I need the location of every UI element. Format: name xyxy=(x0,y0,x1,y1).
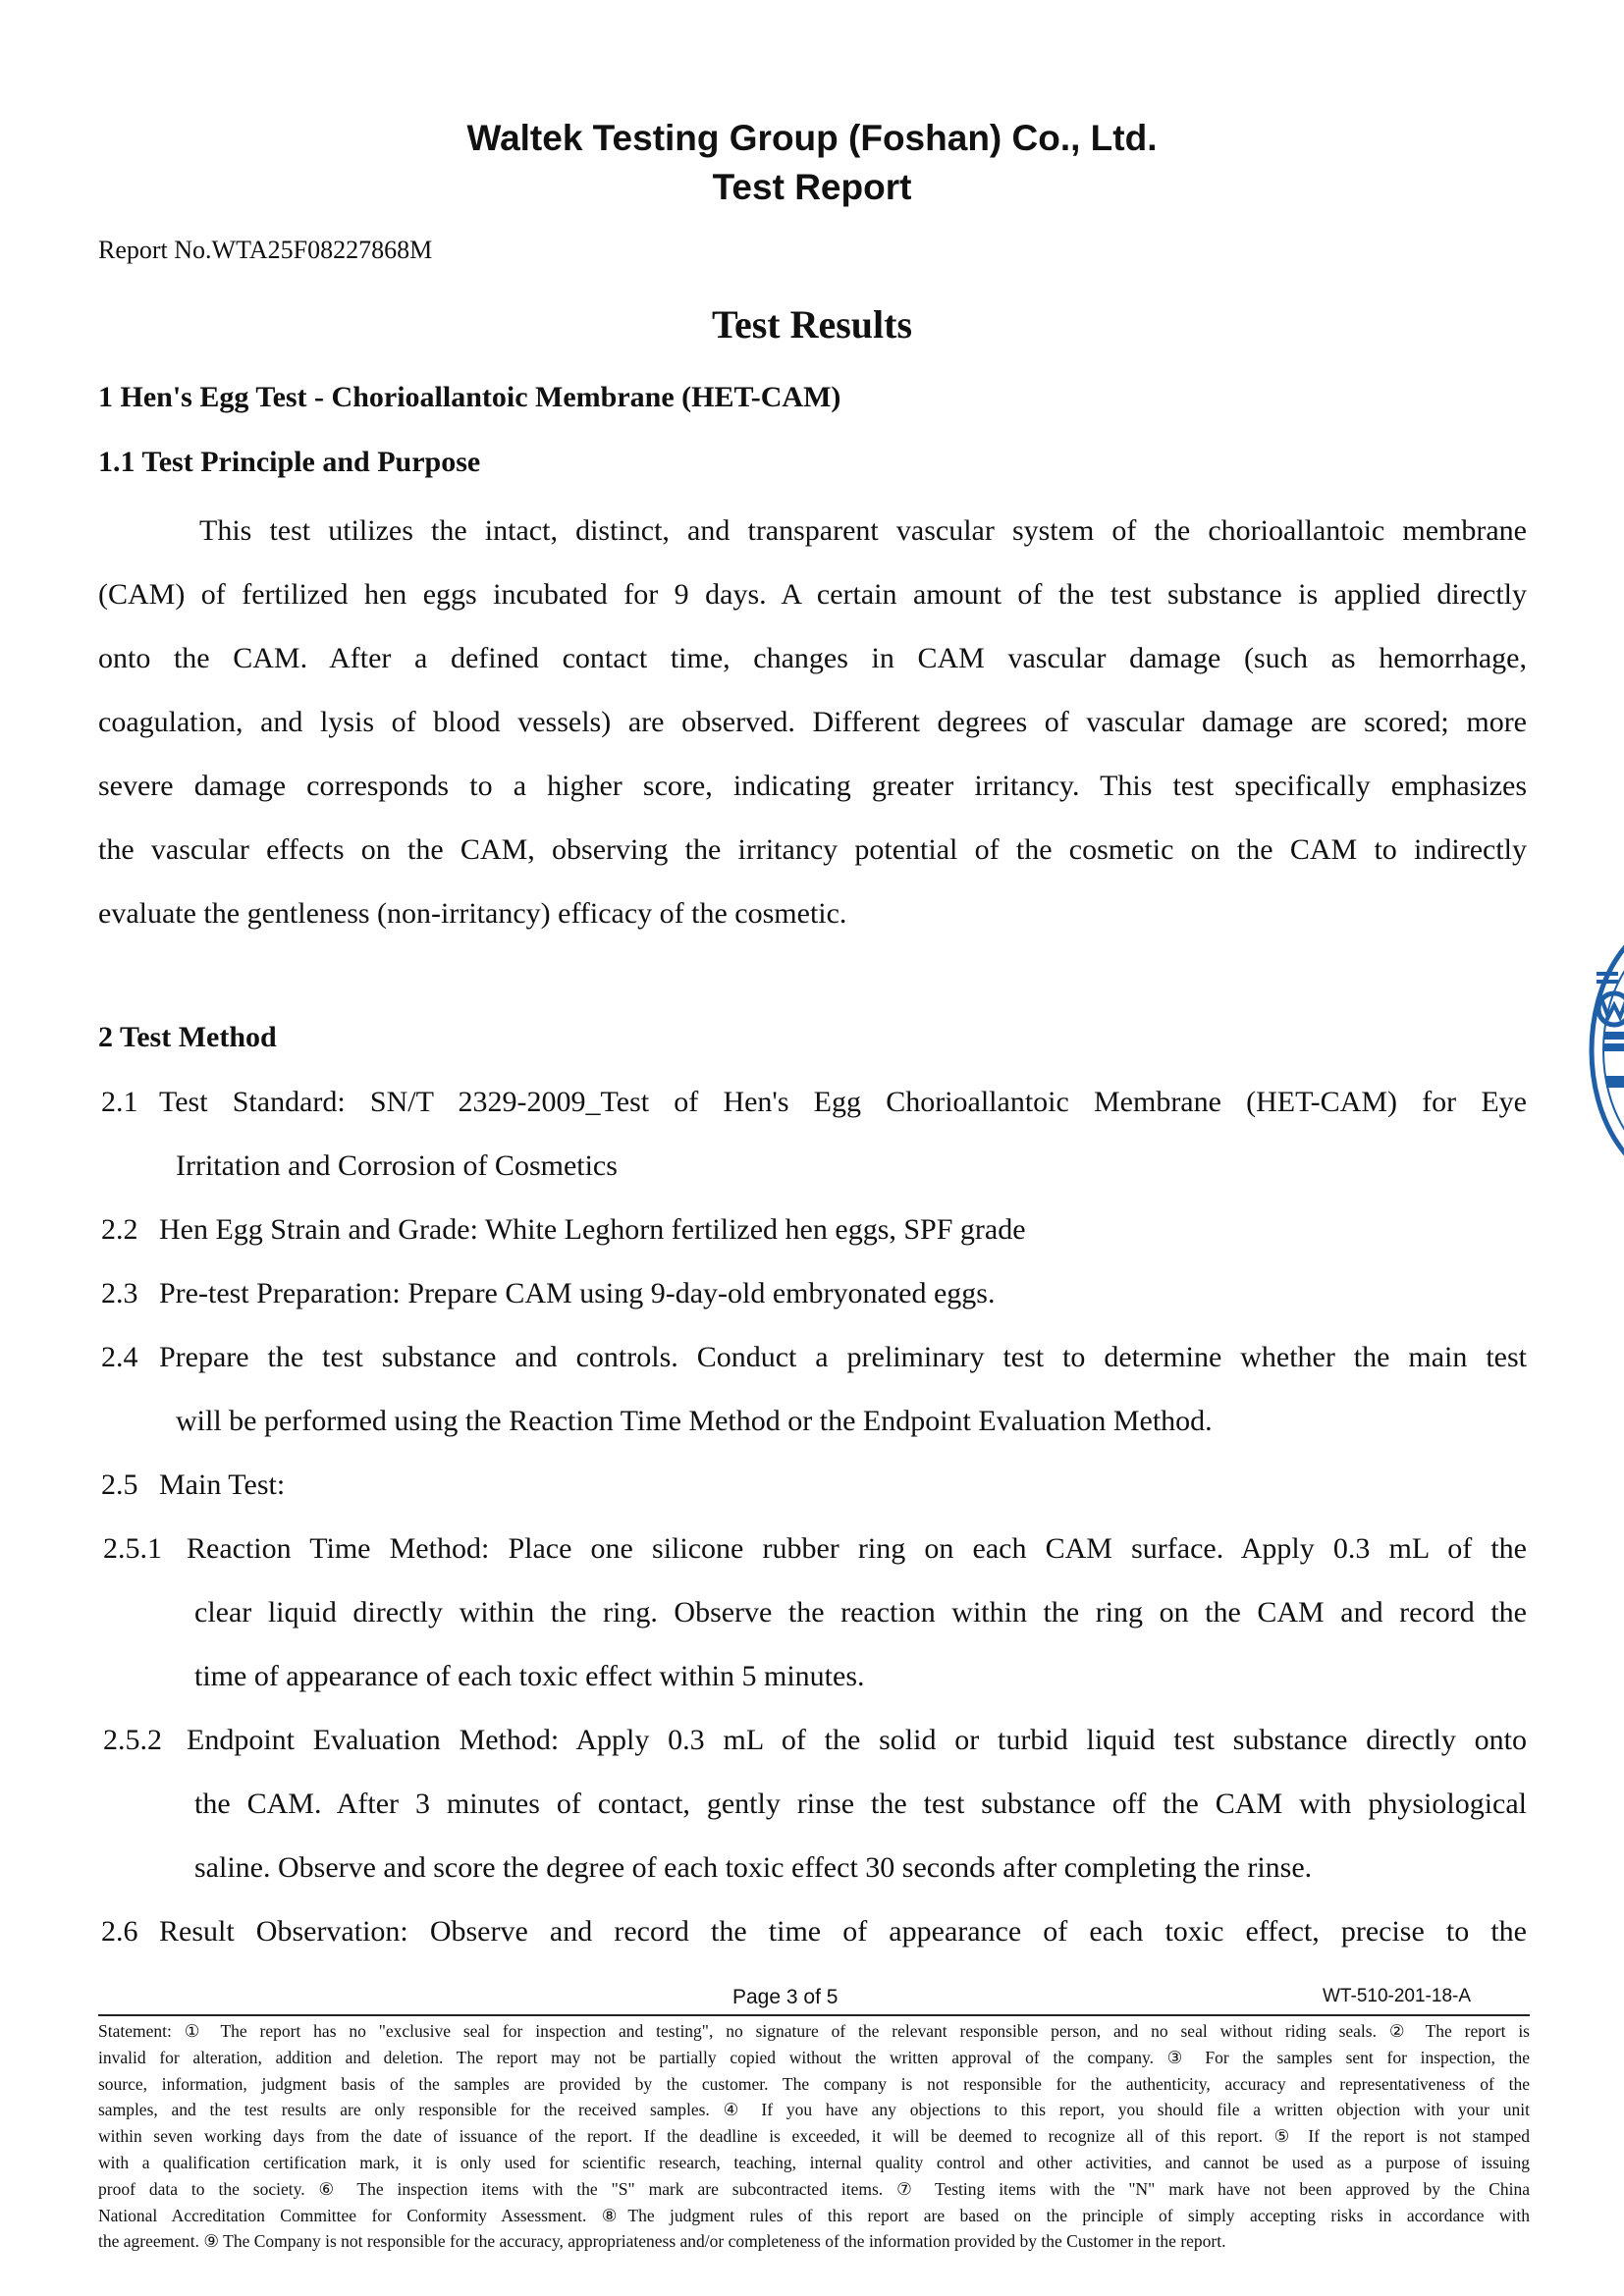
item-text: Reaction Time Method: Place one silicone rubber ring on each CAM surface. Apply 0.3 mL of the xyxy=(187,1532,1527,1565)
item-text: Pre-test Preparation: Prepare CAM using 9-day-old embryonated eggs. xyxy=(159,1277,996,1309)
item-number: 2.2 xyxy=(101,1213,138,1246)
statement-block xyxy=(98,2018,1530,2255)
document-type: Test Report xyxy=(712,167,912,207)
page-title: Test Results xyxy=(711,302,913,347)
item-text: saline. Observe and score the degree of each toxic effect 30 seconds after completing the rinse. xyxy=(194,1851,1313,1884)
paragraph-line: severe damage corresponds to a higher score, indicating greater irritancy. This test specifically emphasizes xyxy=(98,770,1527,802)
item-number: 2.5.1 xyxy=(103,1532,162,1565)
item-number: 2.1 xyxy=(101,1086,138,1118)
riding-seal-stamp xyxy=(1589,903,1624,1198)
section-1-heading: 1 Hen's Egg Test - Chorioallantoic Membrane (HET-CAM) xyxy=(98,381,841,413)
form-code: WT-510-201-18-A xyxy=(1323,1986,1472,2006)
item-text: Hen Egg Strain and Grade: White Leghorn fertilized hen eggs, SPF grade xyxy=(159,1213,1026,1246)
item-number: 2.3 xyxy=(101,1277,138,1309)
item-text: Test Standard: SN/T 2329-2009_Test of Hen's Egg Chorioallantoic Membrane (HET-CAM) for Eye xyxy=(159,1086,1527,1118)
item-text: the CAM. After 3 minutes of contact, gently rinse the test substance off the CAM with physiological xyxy=(194,1788,1527,1820)
footer-divider xyxy=(98,2014,1530,2016)
item-text: Main Test: xyxy=(159,1468,286,1501)
statement-line: with a qualification certification mark, it is only used for scientific research, teaching, internal quality control and other activities, and cannot be used as a purpose of issuing xyxy=(98,2152,1530,2172)
statement-line: Statement: ① The report has no "exclusive seal for inspection and testing", no signature of the relevant responsible person, and no seal without riding seals. ② The report is xyxy=(98,2021,1530,2041)
section-1-1-heading: 1.1 Test Principle and Purpose xyxy=(98,446,481,478)
company-name: Waltek Testing Group (Foshan) Co., Ltd. xyxy=(466,118,1158,158)
page-number: Page 3 of 5 xyxy=(732,1986,839,2008)
statement-line: samples, and the test results are only responsible for the received samples. ④ If you have any objections to this report, you should file a written objection with your unit xyxy=(98,2100,1530,2120)
item-text: Irritation and Corrosion of Cosmetics xyxy=(176,1149,618,1182)
statement-line: invalid for alteration, addition and deletion. The report may not be partially copied without the written approval of the company. ③ For the samples sent for inspection, the xyxy=(98,2047,1530,2067)
paragraph-line: This test utilizes the intact, distinct, and transparent vascular system of the chorioallantoic membrane xyxy=(199,514,1527,547)
item-number: 2.5.2 xyxy=(103,1724,162,1756)
item-number: 2.5 xyxy=(101,1468,138,1501)
statement-line: National Accreditation Committee for Conformity Assessment. ⑧The judgment rules of this report are based on the principle of simply accepting risks in accordance with xyxy=(98,2205,1530,2225)
statement-line: source, information, judgment basis of the samples are provided by the customer. The company is not responsible for the authenticity, accuracy and representativeness of the xyxy=(98,2073,1530,2094)
item-number: 2.4 xyxy=(101,1341,138,1373)
principle-paragraph xyxy=(98,499,1527,945)
section-2-heading: 2 Test Method xyxy=(98,1021,277,1053)
item-text: Endpoint Evaluation Method: Apply 0.3 mL of the solid or turbid liquid test substance directly onto xyxy=(187,1724,1527,1756)
paragraph-line: the vascular effects on the CAM, observing the irritancy potential of the cosmetic on the CAM to indirectly xyxy=(98,833,1527,866)
item-number: 2.6 xyxy=(101,1915,138,1948)
item-text: Result Observation: Observe and record the time of appearance of each toxic effect, precise to the xyxy=(159,1915,1527,1948)
paragraph-line: (CAM) of fertilized hen eggs incubated for 9 days. A certain amount of the test substance is applied directly xyxy=(98,578,1527,611)
statement-line: within seven working days from the date of issuance of the report. If the deadline is exceeded, it will be deemed to recognize all of this report. ⑤ If the report is not stamped xyxy=(98,2126,1530,2147)
item-text: Prepare the test substance and controls. Conduct a preliminary test to determine whether the main test xyxy=(159,1341,1527,1373)
statement-line: the agreement. ⑨ The Company is not responsible for the accuracy, appropriateness and/or completeness of the information provided by the Customer in the report. xyxy=(98,2231,1226,2252)
item-text: will be performed using the Reaction Time Method or the Endpoint Evaluation Method. xyxy=(176,1405,1213,1437)
paragraph-line: onto the CAM. After a defined contact time, changes in CAM vascular damage (such as hemorrhage, xyxy=(98,642,1527,674)
statement-line: proof data to the society. ⑥ The inspection items with the "S" mark are subcontracted items. ⑦ Testing items with the "N" mark have not been approved by the China xyxy=(98,2178,1530,2199)
item-text: clear liquid directly within the ring. Observe the reaction within the ring on the CAM and record the xyxy=(194,1596,1527,1629)
paragraph-line: evaluate the gentleness (non-irritancy) efficacy of the cosmetic. xyxy=(98,897,847,930)
paragraph-line: coagulation, and lysis of blood vessels) are observed. Different degrees of vascular damage are scored; more xyxy=(98,706,1527,738)
report-number: Report No.WTA25F08227868M xyxy=(98,236,433,264)
item-text: time of appearance of each toxic effect within 5 minutes. xyxy=(194,1660,865,1692)
